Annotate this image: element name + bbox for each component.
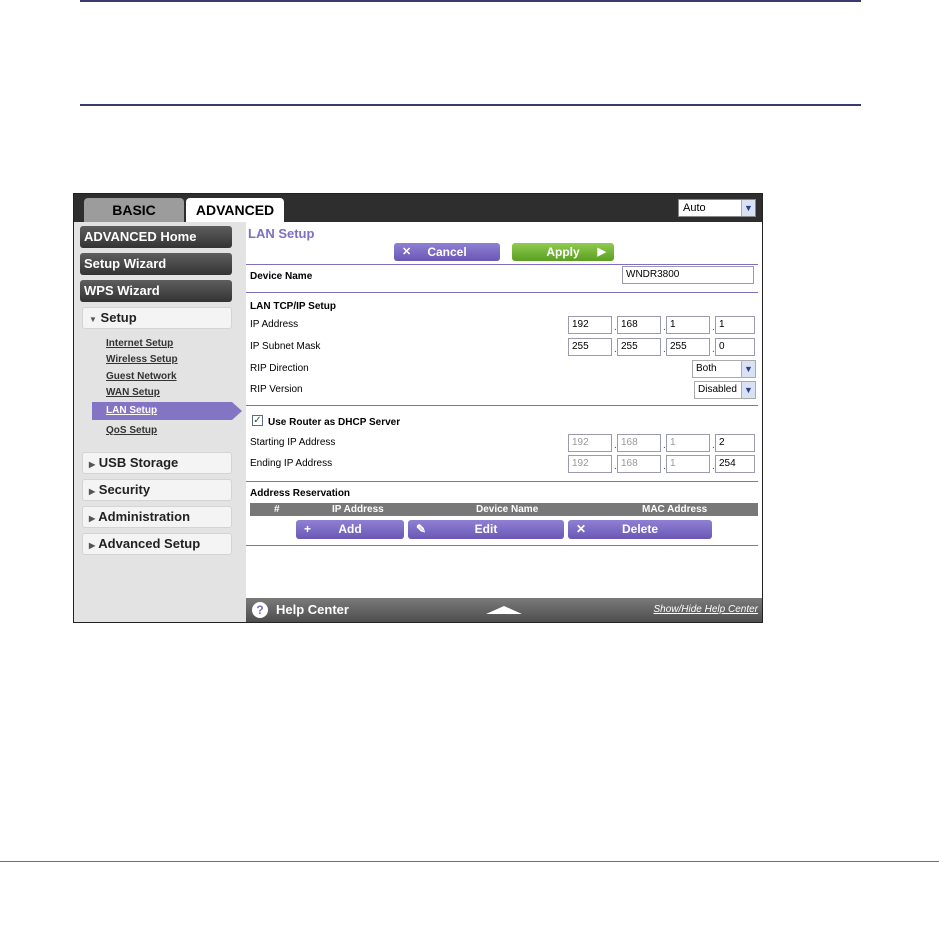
- dot-separator: .: [712, 461, 715, 472]
- sidebar-section-label: Security: [98, 482, 151, 497]
- triangle-right-icon: ▶: [89, 487, 96, 496]
- header-rule: [80, 104, 861, 106]
- chevron-down-icon: ▼: [741, 361, 755, 377]
- subnet-octet-2[interactable]: 255: [617, 338, 661, 356]
- dot-separator: .: [712, 344, 715, 355]
- expand-up-icon[interactable]: [486, 606, 522, 614]
- dhcp-checkbox[interactable]: ✓: [253, 415, 262, 426]
- end-ip-octet-4[interactable]: 254: [715, 455, 755, 473]
- sidebar-section-administration[interactable]: [82, 506, 232, 528]
- add-button[interactable]: [296, 520, 404, 539]
- sidebar-section-label: Advanced Setup: [98, 536, 201, 551]
- start-ip-octet-1: 192: [568, 434, 612, 452]
- tab-advanced[interactable]: ADVANCED: [186, 198, 284, 222]
- divider: [246, 292, 758, 293]
- start-ip-octet-3: 1: [666, 434, 710, 452]
- dot-separator: .: [663, 344, 666, 355]
- triangle-down-icon: ▼: [89, 315, 97, 324]
- sidebar-section-security[interactable]: [82, 479, 232, 501]
- delete-button[interactable]: [568, 520, 712, 539]
- column-header-number: #: [274, 504, 280, 515]
- sidebar-advanced-home-button[interactable]: ADVANCED Home: [80, 226, 232, 248]
- subnet-octet-3[interactable]: 255: [666, 338, 710, 356]
- dot-separator: .: [614, 344, 617, 355]
- address-reservation-heading: Address Reservation: [250, 488, 351, 499]
- main-panel: [246, 222, 762, 622]
- ip-octet-1[interactable]: 192: [568, 316, 612, 334]
- sidebar-item-qos-setup[interactable]: QoS Setup: [106, 425, 158, 436]
- close-icon: ✕: [576, 522, 587, 536]
- divider: [246, 405, 758, 406]
- question-icon: ?: [252, 602, 268, 618]
- ip-octet-2[interactable]: 168: [617, 316, 661, 334]
- chevron-down-icon: ▼: [741, 382, 755, 398]
- sidebar-section-setup[interactable]: [82, 307, 232, 329]
- rip-version-value: Disabled: [698, 384, 737, 395]
- sidebar-item-lan-setup[interactable]: LAN Setup: [106, 405, 158, 416]
- show-hide-help-link[interactable]: Show/Hide Help Center: [653, 604, 758, 615]
- sidebar-section-label: Setup: [100, 310, 137, 325]
- edit-button[interactable]: [408, 520, 564, 539]
- dhcp-label: Use Router as DHCP Server: [268, 417, 401, 428]
- language-select-value: Auto: [683, 202, 706, 214]
- lan-tcpip-heading: LAN TCP/IP Setup: [250, 301, 336, 312]
- divider: [246, 545, 758, 546]
- router-ui-screenshot: [73, 193, 763, 623]
- sidebar-setup-wizard-button[interactable]: Setup Wizard: [80, 253, 232, 275]
- device-name-label: Device Name: [250, 271, 313, 282]
- help-center-bar: [246, 598, 762, 622]
- plus-icon: +: [304, 522, 312, 536]
- help-center-label: Help Center: [276, 602, 349, 617]
- triangle-right-icon: ▶: [89, 514, 96, 523]
- sidebar-section-advanced-setup[interactable]: [82, 533, 232, 555]
- add-button-label: Add: [338, 522, 362, 536]
- reservation-table-header: [250, 503, 758, 516]
- dot-separator: .: [712, 440, 715, 451]
- language-select[interactable]: [678, 199, 756, 217]
- rip-version-select[interactable]: [694, 381, 756, 399]
- edit-button-label: Edit: [474, 522, 498, 536]
- ip-address-label: IP Address: [250, 319, 299, 330]
- sidebar-section-label: USB Storage: [98, 455, 179, 470]
- apply-button[interactable]: [512, 243, 614, 261]
- dot-separator: .: [663, 322, 666, 333]
- end-ip-octet-3: 1: [666, 455, 710, 473]
- tab-basic[interactable]: BASIC: [84, 198, 184, 222]
- cancel-button-label: Cancel: [427, 245, 467, 259]
- dot-separator: .: [663, 440, 666, 451]
- top-tab-bar: [74, 194, 762, 222]
- dot-separator: .: [614, 440, 617, 451]
- sidebar-item-wireless-setup[interactable]: Wireless Setup: [106, 354, 178, 365]
- sidebar-section-label: Administration: [98, 509, 191, 524]
- delete-button-label: Delete: [621, 522, 659, 536]
- sidebar-item-guest-network[interactable]: Guest Network: [106, 371, 177, 382]
- sidebar-section-usb-storage[interactable]: [82, 452, 232, 474]
- column-header-device-name: Device Name: [476, 504, 539, 515]
- triangle-right-icon: ▶: [89, 541, 96, 550]
- ip-octet-4[interactable]: 1: [715, 316, 755, 334]
- ip-octet-3[interactable]: 1: [666, 316, 710, 334]
- active-pointer-icon: [232, 402, 242, 420]
- dot-separator: .: [614, 461, 617, 472]
- top-rule: [80, 0, 861, 2]
- rip-version-label: RIP Version: [250, 384, 303, 395]
- column-header-ip-address: IP Address: [332, 504, 384, 515]
- column-header-mac-address: MAC Address: [642, 504, 708, 515]
- dot-separator: .: [663, 461, 666, 472]
- rip-direction-select[interactable]: [692, 360, 756, 378]
- start-ip-octet-4[interactable]: 2: [715, 434, 755, 452]
- divider: [246, 264, 758, 265]
- sidebar-item-wan-setup[interactable]: WAN Setup: [106, 387, 160, 398]
- sidebar-wps-wizard-button[interactable]: WPS Wizard: [80, 280, 232, 302]
- ending-ip-label: Ending IP Address: [250, 458, 333, 469]
- arrow-right-icon: ▶: [597, 246, 606, 258]
- subnet-mask-label: IP Subnet Mask: [250, 341, 321, 352]
- dot-separator: .: [712, 322, 715, 333]
- starting-ip-label: Starting IP Address: [250, 437, 336, 448]
- end-ip-octet-2: 168: [617, 455, 661, 473]
- apply-button-label: Apply: [546, 245, 580, 259]
- device-name-field[interactable]: WNDR3800: [622, 266, 754, 284]
- footer-rule: [0, 861, 939, 862]
- cancel-button[interactable]: [394, 243, 500, 261]
- subnet-octet-4[interactable]: 0: [715, 338, 755, 356]
- triangle-right-icon: ▶: [89, 460, 96, 469]
- sidebar-item-internet-setup[interactable]: Internet Setup: [106, 338, 174, 349]
- rip-direction-value: Both: [696, 363, 717, 374]
- start-ip-octet-2: 168: [617, 434, 661, 452]
- close-icon: ✕: [402, 246, 412, 258]
- subnet-octet-1[interactable]: 255: [568, 338, 612, 356]
- dot-separator: .: [614, 322, 617, 333]
- page-title: LAN Setup: [248, 226, 315, 241]
- chevron-down-icon: ▼: [741, 200, 755, 216]
- end-ip-octet-1: 192: [568, 455, 612, 473]
- rip-direction-label: RIP Direction: [250, 363, 309, 374]
- divider: [246, 481, 758, 482]
- sidebar: [74, 222, 246, 622]
- pencil-icon: ✎: [416, 522, 427, 536]
